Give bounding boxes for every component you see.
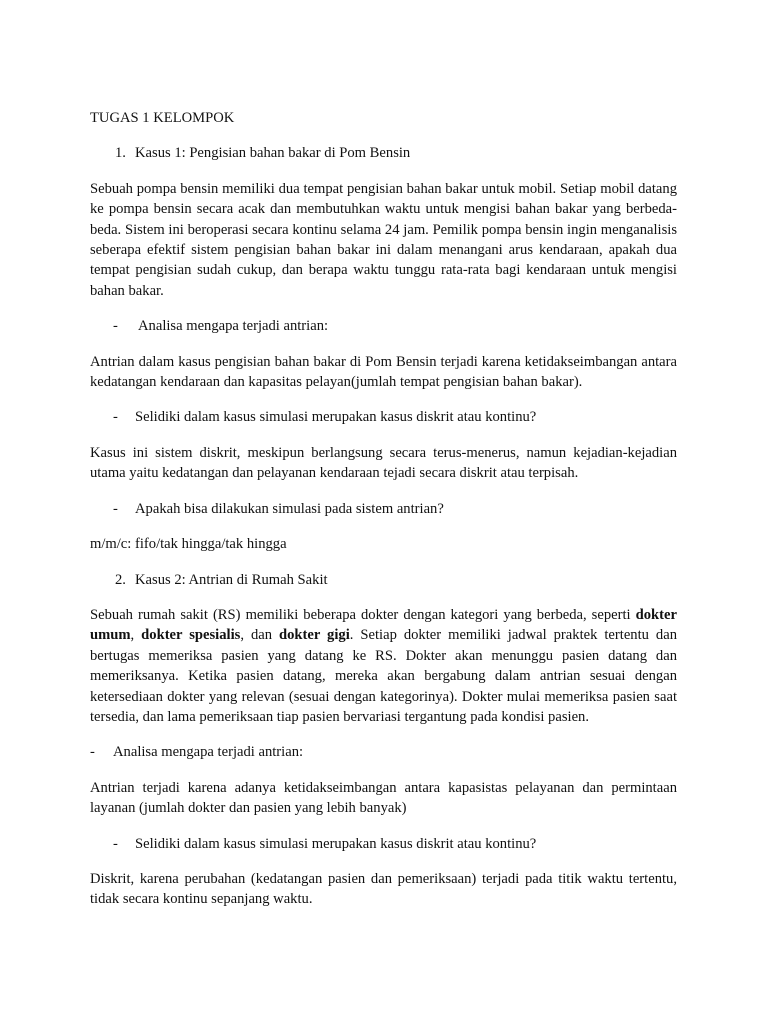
bold-dokter-spesialis: dokter spesialis xyxy=(141,627,241,644)
case2-answer-2: Diskrit, karena perubahan (kedatangan pasien dan pemeriksaan) terjadi pada titik waktu tertentu, tidak secara kontinu sepanjang waktu. xyxy=(90,870,677,908)
case1-number: 1. xyxy=(115,145,126,162)
case1-question-2-text: Selidiki dalam kasus simulasi merupakan kasus diskrit atau kontinu? xyxy=(135,409,537,426)
case2-intro-part1: Sebuah rumah sakit (RS) memiliki beberapa dokter dengan kategori yang berbeda, seperti xyxy=(90,606,636,623)
dash-bullet: - xyxy=(113,500,118,517)
bold-dokter-umum: dokter umum xyxy=(90,606,677,644)
case2-question-1 xyxy=(90,742,677,762)
case2-intro-part2: . Setiap dokter memiliki jadwal praktek tertentu dan bertugas memeriksa pasien yang datang ke RS. Dokter akan menunggu pasien datang dan memeriksanya. Ketika pasien datang, mereka akan bergabung dalam antrian sesuai dengan ketersediaan dokter yang relevan (sesuai dengan kategorinya). Dokter mulai memeriksa pasien saat tersedia, dan lama pemeriksaan tiap pasien bervariasi tergantung pada kondisi pasien. xyxy=(90,627,677,725)
dash-bullet: - xyxy=(113,318,118,335)
case1-answer-2: Kasus ini sistem diskrit, meskipun berlangsung secara terus-menerus, namun kejadian-kejadian utama yaitu kedatangan dan pelayanan kendaraan tejadi secara diskrit atau terpisah. xyxy=(90,444,677,482)
dash-bullet: - xyxy=(113,835,118,852)
dash-bullet: - xyxy=(113,409,118,426)
case2-question-2-text: Selidiki dalam kasus simulasi merupakan kasus diskrit atau kontinu? xyxy=(135,835,537,852)
case2-sep1: , xyxy=(130,627,142,644)
case1-answer-3: m/m/c: fifo/tak hingga/tak hingga xyxy=(90,536,287,553)
case1-question-3 xyxy=(90,499,677,519)
case2-number: 2. xyxy=(115,571,126,588)
case2-answer-1: Antrian terjadi karena adanya ketidakseimbangan antara kapasistas pelayanan dan permintaan layanan (jumlah dokter dan pasien yang lebih banyak) xyxy=(90,779,677,817)
case2-intro xyxy=(90,605,677,727)
document-body xyxy=(90,108,677,910)
document-title: TUGAS 1 KELOMPOK xyxy=(90,110,235,126)
case1-question-3-text: Apakah bisa dilakukan simulasi pada sistem antrian? xyxy=(135,500,444,517)
dash-bullet: - xyxy=(90,744,95,761)
case1-intro: Sebuah pompa bensin memiliki dua tempat pengisian bahan bakar untuk mobil. Setiap mobil datang ke pompa bensin secara acak dan membutuhkan waktu untuk mengisi bahan bakar yang berbeda-beda. Sistem ini beroperasi secara kontinu selama 24 jam. Pemilik pompa bensin ingin menganalisis seberapa efektif sistem pengisian bahan bakar ini dalam menangani arus kendaraan, apakah dua tempat pengisian sudah cukup, dan berapa waktu tunggu rata-rata bagi kendaraan untuk mengisi bahan bakar. xyxy=(90,180,677,299)
case1-heading-text: Kasus 1: Pengisian bahan bakar di Pom Bensin xyxy=(135,145,411,162)
bold-dokter-gigi: dokter gigi xyxy=(279,627,350,644)
case2-question-2 xyxy=(90,834,677,854)
case2-heading-text: Kasus 2: Antrian di Rumah Sakit xyxy=(135,571,328,588)
case2-question-1-text: Analisa mengapa terjadi antrian: xyxy=(113,744,304,761)
case1-heading xyxy=(90,143,677,163)
case1-question-1-text: Analisa mengapa terjadi antrian: xyxy=(138,318,329,335)
case1-question-2 xyxy=(90,407,677,427)
case1-question-1 xyxy=(90,316,677,336)
case1-answer-1: Antrian dalam kasus pengisian bahan bakar di Pom Bensin terjadi karena ketidakseimbangan antara kedatangan kendaraan dan kapasitas pelayan(jumlah tempat pengisian bahan bakar). xyxy=(90,353,677,391)
case2-sep2: , dan xyxy=(240,627,279,644)
case2-heading xyxy=(90,570,677,590)
